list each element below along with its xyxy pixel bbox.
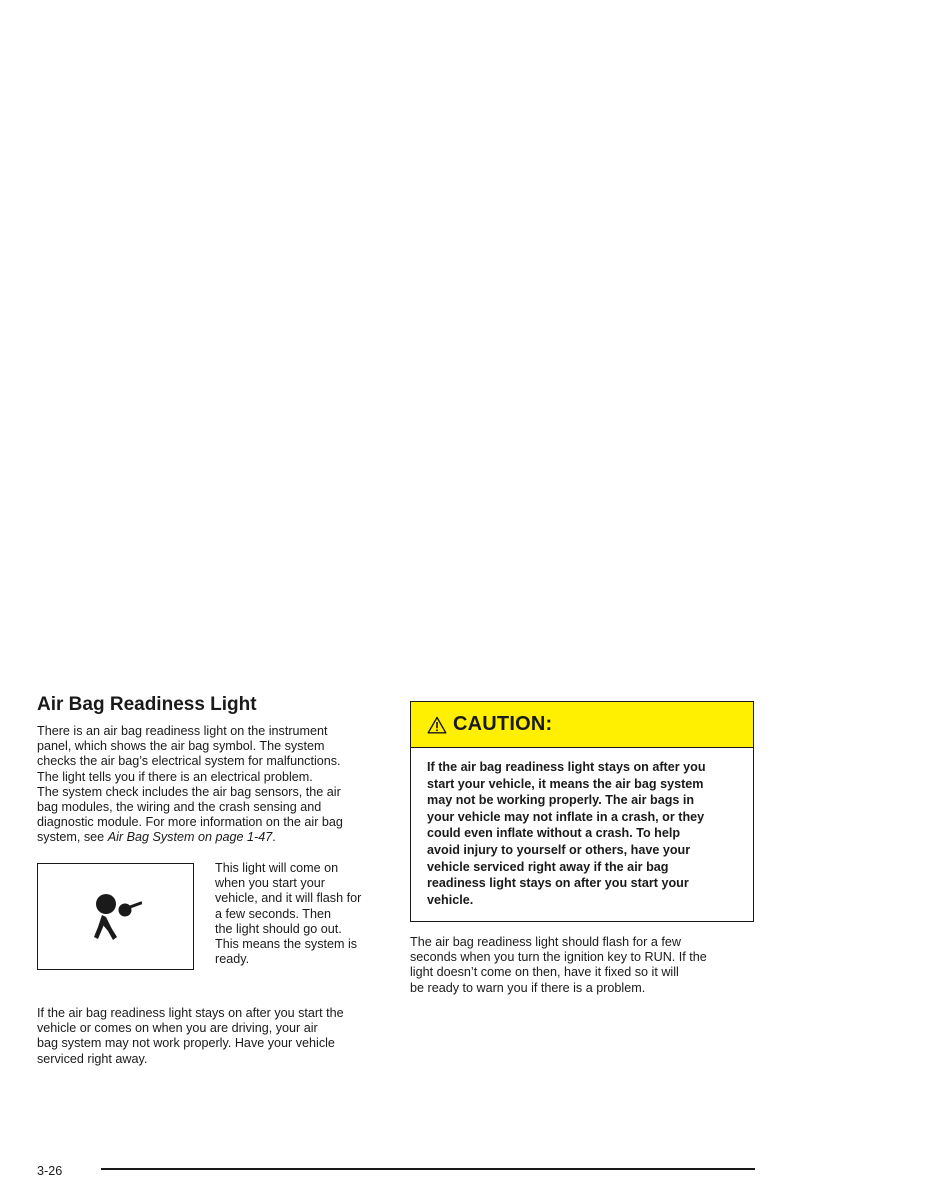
side-line: when you start your [215,876,325,891]
bottom-line: bag system may not work properly. Have your vehicle [37,1036,335,1051]
caution-line: could even inflate without a crash. To help [427,826,681,841]
intro-line: There is an air bag readiness light on the instrument [37,724,328,738]
air-bag-system-reference: Air Bag System on page 1-47 [107,830,273,845]
symbol-side-text [215,861,385,967]
intro-line: bag modules, the wiring and the crash sensing and [37,800,322,815]
footer-rule [101,1168,755,1170]
intro-line: The light tells you if there is an electrical problem. [37,769,313,784]
right-line: The air bag readiness light should flash for a few [410,935,681,949]
intro-last-suffix: . [272,830,276,845]
intro-line: panel, which shows the air bag symbol. The system [37,739,325,754]
intro-last-line [37,830,382,845]
side-line: This light will come on [215,861,339,875]
side-line: vehicle, and it will flash for [215,891,362,906]
caution-body [411,748,753,908]
intro-line: checks the air bag’s electrical system for malfunctions. [37,754,341,769]
bottom-line: vehicle or comes on when you are driving, your air [37,1021,318,1036]
warning-triangle-icon [427,716,447,734]
caution-line: avoid injury to yourself or others, have your [427,842,691,857]
caution-line: If the air bag readiness light stays on after you [427,760,706,774]
caution-title: CAUTION: [453,713,553,735]
side-line: a few seconds. Then [215,906,331,921]
section-heading: Air Bag Readiness Light [37,694,257,715]
flash-paragraph [410,935,755,996]
right-line: be ready to warn you if there is a problem. [410,980,646,995]
right-line: light doesn’t come on then, have it fixed so it will [410,965,679,980]
caution-line: readiness light stays on after you start your [427,876,689,891]
intro-line: diagnostic module. For more information on the air bag [37,815,343,830]
bottom-line: If the air bag readiness light stays on after you start the [37,1006,344,1020]
caution-line: vehicle serviced right away if the air bag [427,859,669,874]
right-line: seconds when you turn the ignition key to RUN. If the [410,950,707,965]
caution-header [411,702,753,748]
side-line: This means the system is [215,937,358,952]
air-bag-icon [92,893,142,943]
page-number: 3-26 [37,1164,63,1178]
air-bag-symbol-box [37,863,194,970]
intro-line: The system check includes the air bag sensors, the air [37,784,341,799]
caution-line: your vehicle may not inflate in a crash, or they [427,809,705,824]
intro-last-prefix: system, see [37,830,108,845]
caution-box [410,701,754,922]
side-line: the light should go out. [215,921,342,936]
left-column [37,694,382,846]
side-line: ready. [215,952,250,967]
bottom-line: serviced right away. [37,1051,148,1066]
caution-line: vehicle. [427,892,474,907]
intro-paragraph [37,724,382,846]
caution-line: may not be working properly. The air bags in [427,793,695,808]
caution-line: start your vehicle, it means the air bag system [427,776,704,791]
stays-on-paragraph [37,1006,382,1067]
